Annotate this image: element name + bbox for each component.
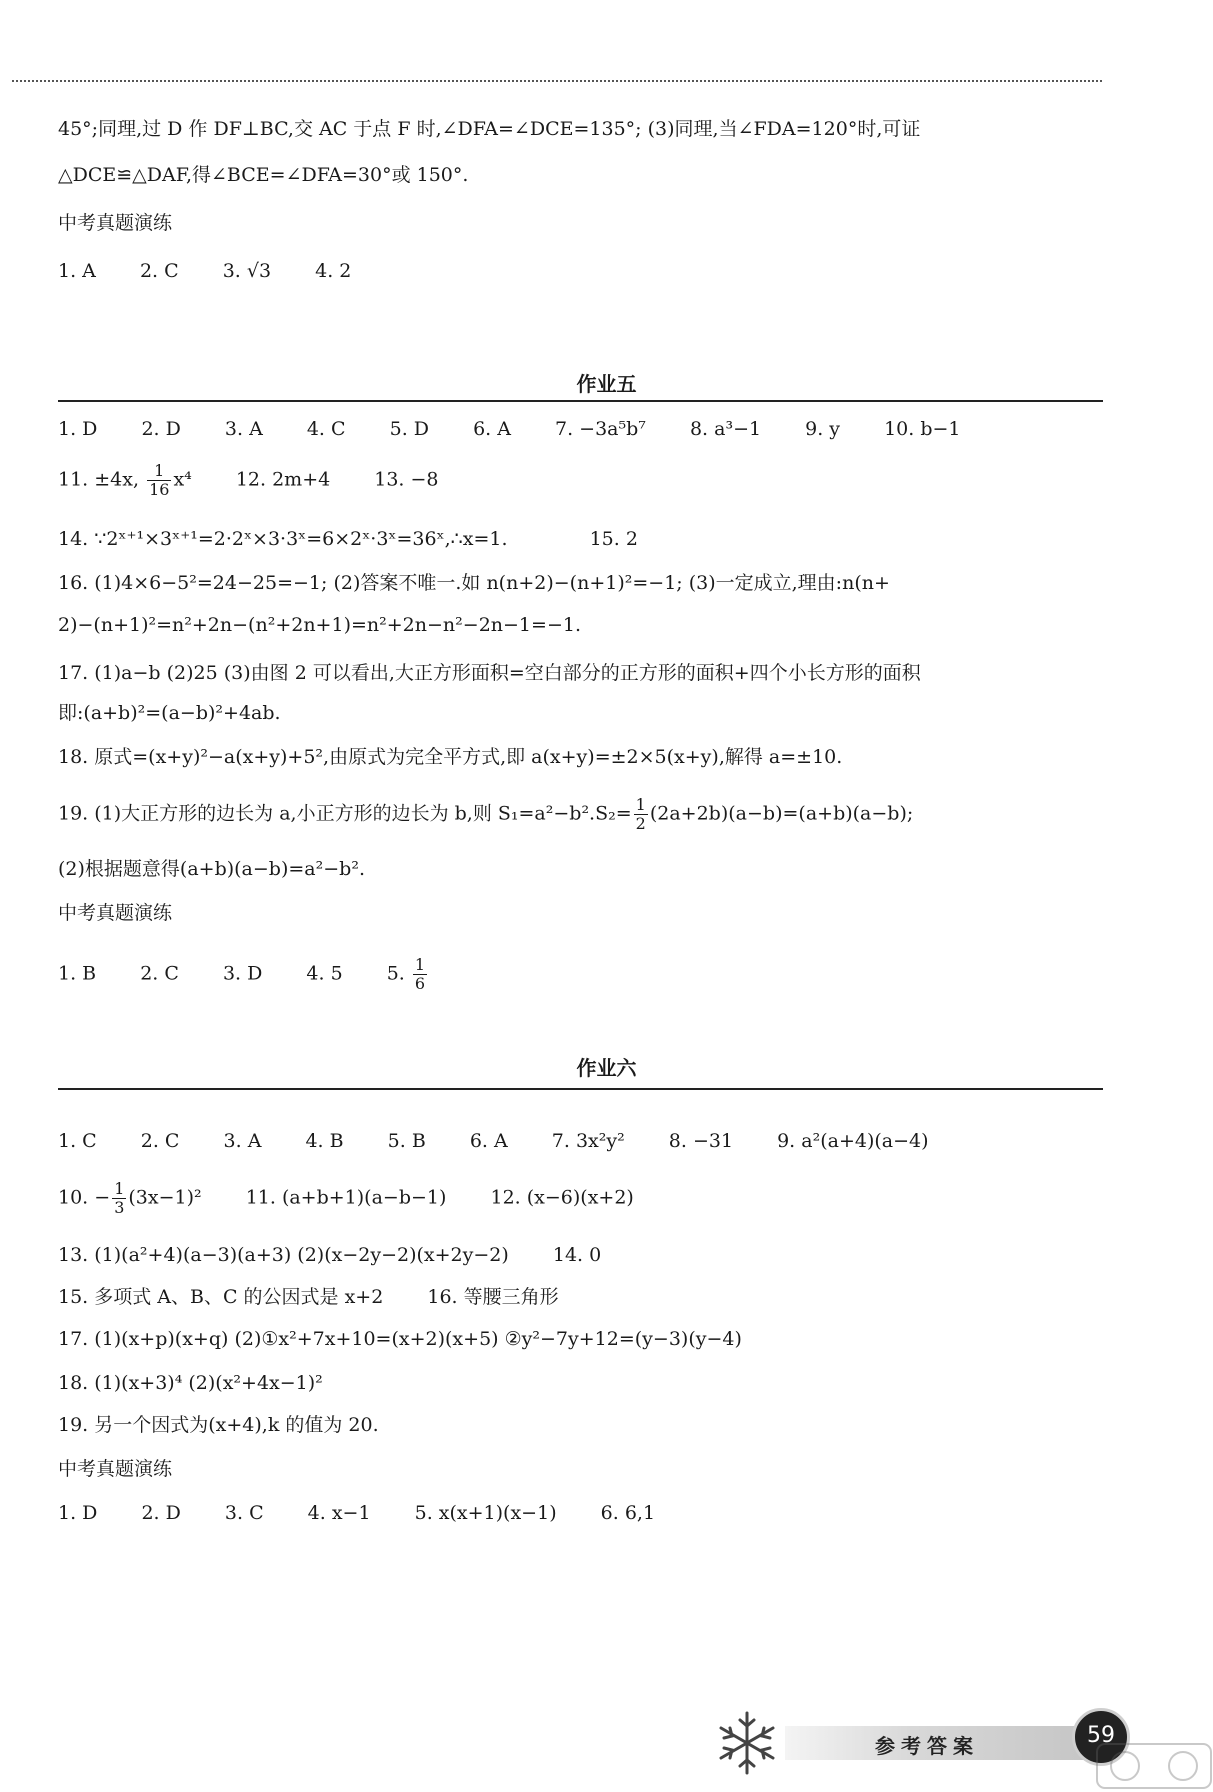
answer: 3. C (224, 1502, 264, 1524)
answer: 8. a³−1 (689, 418, 762, 440)
answer: 5. B (387, 1130, 426, 1152)
answer: 1. C (58, 1130, 97, 1152)
s6-zk-title: 中考真题演练 (58, 1458, 173, 1480)
answer: 4. B (305, 1130, 344, 1152)
s5-q16-line-1: 16. (1)4×6−5²=24−25=−1; (2)答案不唯一.如 n(n+2)−(n+1)²=−1; (3)一定成立,理由:n(n+ (58, 572, 890, 594)
snowflake-icon (712, 1708, 782, 1778)
answer: 3. A (223, 1130, 262, 1152)
answer: 5. x(x+1)(x−1) (414, 1502, 557, 1524)
answer: 4. C (306, 418, 346, 440)
s5-zk-title: 中考真题演练 (58, 902, 173, 924)
fraction: $\frac{1}{2}$ (635, 795, 646, 833)
answer: 13. −8 (374, 468, 439, 491)
s6-zk-answers (58, 1500, 655, 1526)
s6-q17: 17. (1)(x+p)(x+q) (2)①x²+7x+10=(x+2)(x+5) ②y²−7y+12=(y−3)(y−4) (58, 1328, 742, 1350)
answer: 2. C (140, 962, 179, 985)
answer: 2. C (140, 1130, 180, 1152)
answer: 5. (386, 962, 405, 985)
fraction: $\frac{1}{6}$ (414, 955, 426, 993)
answer: 11. ±4x, (58, 468, 140, 491)
answer: 1. D (58, 418, 98, 440)
s5-zk-answers (58, 956, 429, 993)
answer: 14. 0 (552, 1244, 602, 1266)
intro-line-2: △DCE≌△DAF,得∠BCE=∠DFA=30°或 150°. (58, 164, 469, 186)
s5-row-1 (58, 416, 961, 442)
section-title-5: 作业五 (576, 372, 637, 396)
page-number: 59 (1072, 1708, 1130, 1766)
answer: 1. B (58, 962, 97, 985)
answer: 7. 3x²y² (551, 1130, 625, 1152)
page-footer (700, 1700, 1213, 1792)
answer: 2. C (139, 260, 179, 282)
answer: 3. A (224, 418, 263, 440)
answer: 8. −31 (668, 1130, 734, 1152)
footer-label: 参考答案 (875, 1734, 979, 1758)
answer: 6. A (469, 1130, 508, 1152)
answer: 11. (a+b+1)(a−b−1) (245, 1186, 447, 1209)
answer: 13. (1)(a²+4)(a−3)(a+3) (2)(x−2y−2)(x+2y−2) (58, 1244, 509, 1266)
s6-q15-q16 (58, 1284, 559, 1310)
answer: 7. −3a⁵b⁷ (555, 418, 646, 440)
s5-q16-line-2: 2)−(n+1)²=n²+2n−(n²+2n+1)=n²+2n−n²−2n−1=−1. (58, 614, 581, 636)
answer: 4. 5 (306, 962, 343, 985)
s5-q17-line-2: 即:(a+b)²=(a−b)²+4ab. (58, 702, 281, 724)
answer: 2. D (141, 418, 181, 440)
answer: 9. y (805, 418, 841, 440)
intro-zk-answers (58, 258, 351, 284)
fraction: $\frac{1}{16}$ (149, 461, 170, 499)
answer: 14. ∵2ˣ⁺¹×3ˣ⁺¹=2·2ˣ×3·3ˣ=6×2ˣ·3ˣ=36ˣ,∴x=1. (58, 528, 508, 550)
s5-q17-line-1: 17. (1)a−b (2)25 (3)由图 2 可以看出,大正方形面积=空白部分的正方形的面积+四个小长方形的面积 (58, 662, 921, 684)
answer: 4. 2 (315, 260, 352, 282)
answer: 6. A (473, 418, 511, 440)
section-title-6: 作业六 (576, 1056, 637, 1080)
watermark-logo (1095, 1740, 1213, 1792)
answer: 5. D (389, 418, 430, 440)
header-dotted-rule (12, 80, 1102, 82)
answer: 16. 等腰三角形 (427, 1286, 559, 1308)
s6-row-2: 10. − $\frac{1}{3}$ (3x−1)² 11. (a+b+1)(a−b−1) 12. (x−6)(x+2) (58, 1179, 634, 1217)
answer: 12. (x−6)(x+2) (490, 1186, 634, 1209)
answer: 3. √3 (222, 260, 272, 282)
intro-line-1: 45°;同理,过 D 作 DF⊥BC,交 AC 于点 F 时,∠DFA=∠DCE=135°; (3)同理,当∠FDA=120°时,可证 (58, 118, 921, 140)
s6-q18: 18. (1)(x+3)⁴ (2)(x²+4x−1)² (58, 1372, 323, 1394)
answer: 4. x−1 (307, 1502, 371, 1524)
s6-q13-q14 (58, 1242, 601, 1268)
answer: 2. D (141, 1502, 181, 1524)
answer: 9. a²(a+4)(a−4) (777, 1130, 929, 1152)
answer: 10. b−1 (884, 418, 961, 440)
answer: 12. 2m+4 (235, 468, 331, 491)
s5-q19-line-2: (2)根据题意得(a+b)(a−b)=a²−b². (58, 858, 365, 880)
answer: 1. A (58, 260, 96, 282)
s5-q14-q15 (58, 526, 638, 552)
s6-q19: 19. 另一个因式为(x+4),k 的值为 20. (58, 1414, 379, 1436)
answer: 1. D (58, 1502, 98, 1524)
s5-q18: 18. 原式=(x+y)²−a(x+y)+5²,由原式为完全平方式,即 a(x+y)=±2×5(x+y),解得 a=±10. (58, 746, 843, 768)
s6-row-1 (58, 1128, 929, 1154)
section-rule-6 (58, 1088, 1103, 1090)
fraction: $\frac{1}{3}$ (114, 1179, 125, 1217)
answer: 15. 2 (589, 528, 638, 550)
s5-row-2: 11. ±4x, $\frac{1}{16}$ x⁴ 12. 2m+4 13. −8 (58, 461, 439, 499)
section-rule-5 (58, 400, 1103, 402)
answer: 6. 6,1 (600, 1502, 656, 1524)
s5-q19-line-1: 19. (1)大正方形的边长为 a,小正方形的边长为 b,则 S₁=a²−b².S₂= $\frac{1}{2}$ (2a+2b)(a−b)=(a+b)(a−b); (58, 795, 914, 833)
intro-zk-title: 中考真题演练 (58, 212, 173, 234)
answer: 15. 多项式 A、B、C 的公因式是 x+2 (58, 1286, 384, 1308)
answer: 3. D (222, 962, 263, 985)
